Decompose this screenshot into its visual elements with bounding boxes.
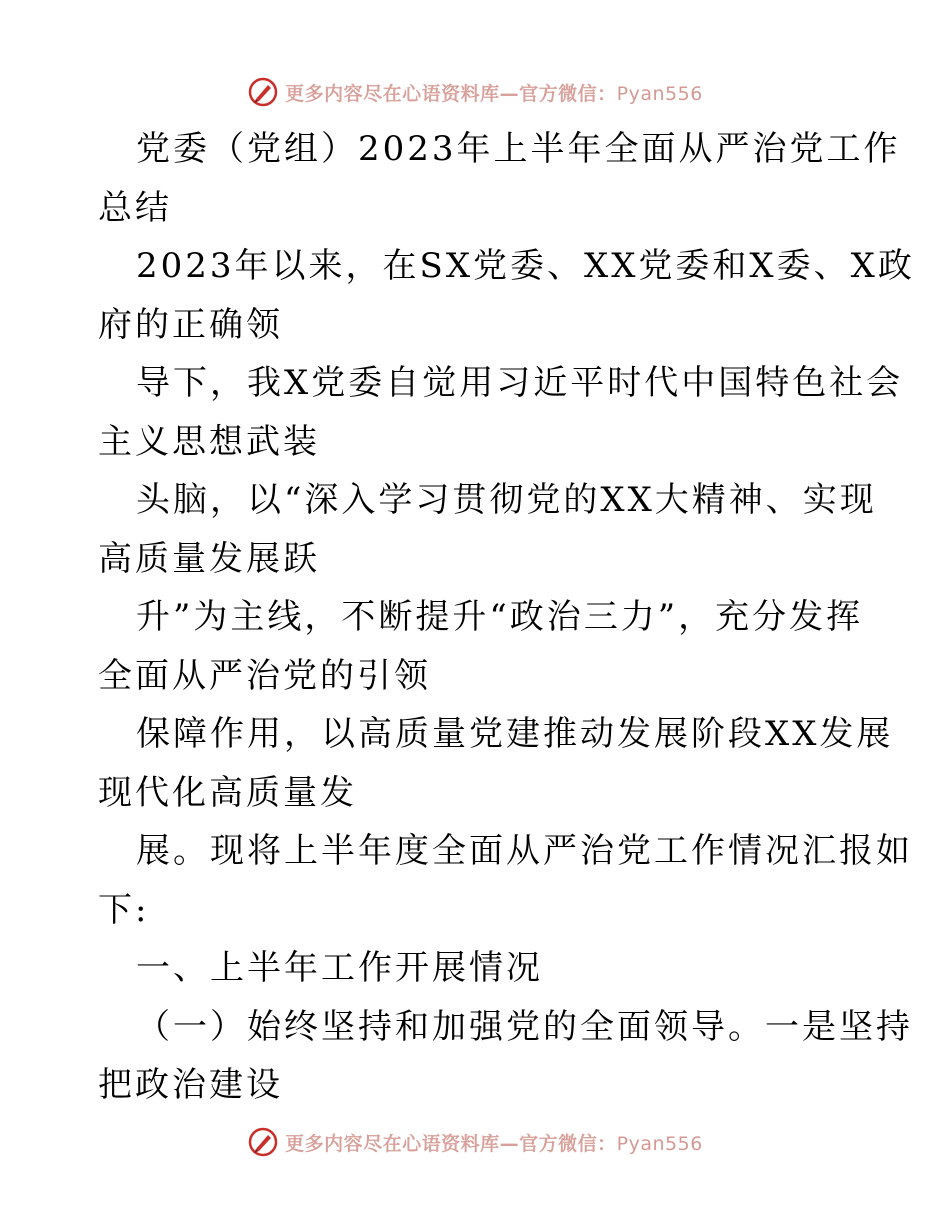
header-watermark <box>0 72 950 112</box>
watermark-id: Pyan556 <box>616 1132 703 1155</box>
text-line: （一）始终坚持和加强党的全面领导。一是坚持 <box>136 1006 913 1047</box>
watermark-text <box>285 79 703 106</box>
text-line: 保障作用，以高质量党建推动发展阶段XX发展 <box>136 714 894 754</box>
text-line: 全面从严治党的引领 <box>98 655 431 696</box>
text-line: 把政治建设 <box>98 1065 283 1105</box>
text-line: 头脑，以“深入学习贯彻党的XX大精神、实现 <box>136 480 877 520</box>
pen-circle-icon <box>247 1126 279 1158</box>
text-line: 总结 <box>98 187 172 228</box>
text-line: 展。现将上半年度全面从严治党工作情况汇报如 <box>136 831 913 871</box>
pen-circle-icon <box>247 76 279 108</box>
text-line: 党委（党组）2023年上半年全面从严治党工作 <box>136 129 901 169</box>
watermark-text <box>285 1129 703 1156</box>
watermark-main: 更多内容尽在心语资料库—官方微信： <box>285 1132 617 1155</box>
text-line: 主义思想武装 <box>98 421 320 462</box>
text-line: 现代化高质量发 <box>98 772 357 813</box>
text-line: 升”为主线，不断提升“政治三力”，充分发挥 <box>136 597 864 637</box>
text-line: 一、上半年工作开展情况 <box>136 948 543 988</box>
text-line: 府的正确领 <box>98 304 283 345</box>
text-line: 高质量发展跃 <box>98 538 320 579</box>
text-line: 2023年以来，在SX党委、XX党委和X委、X政 <box>136 246 915 286</box>
footer-watermark <box>0 1122 950 1162</box>
watermark-main: 更多内容尽在心语资料库—官方微信： <box>285 82 617 105</box>
watermark-id: Pyan556 <box>616 82 703 105</box>
text-line: 下: <box>98 889 150 930</box>
document-body <box>98 120 915 1115</box>
text-line: 导下，我X党委自觉用习近平时代中国特色社会 <box>136 363 904 403</box>
